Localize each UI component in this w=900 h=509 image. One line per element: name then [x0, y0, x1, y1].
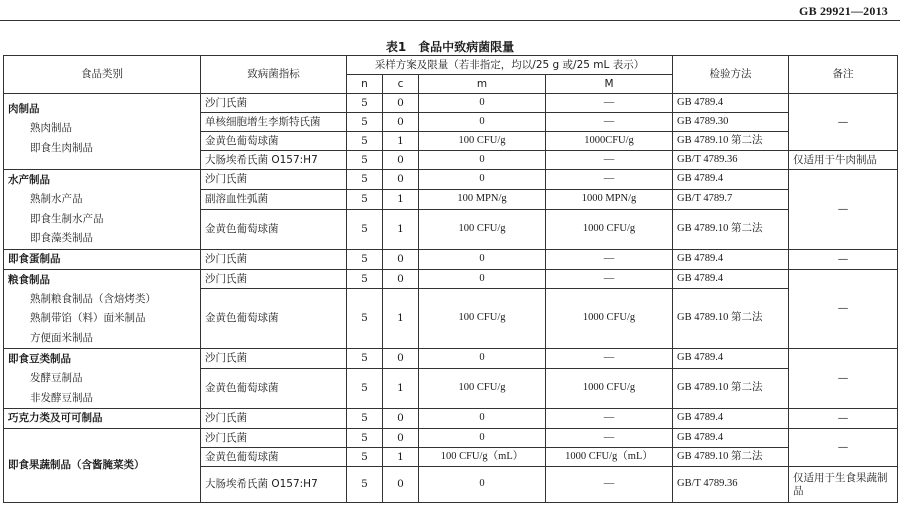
- m-cell: 0: [419, 429, 546, 448]
- pathogen-cell: 沙门氏菌: [201, 170, 347, 190]
- table-row: [4, 170, 898, 190]
- c-cell: 0: [383, 429, 419, 448]
- pathogen-cell: 副溶血性弧菌: [201, 189, 347, 209]
- header-pathogen: 致病菌指标: [201, 56, 347, 94]
- pathogen-cell: 沙门氏菌: [201, 94, 347, 113]
- note-cell: —: [789, 429, 898, 467]
- n-cell: 5: [347, 170, 383, 190]
- m-cell: 0: [419, 113, 546, 132]
- m-cell: 100 MPN/g: [419, 189, 546, 209]
- table-row: [4, 249, 898, 269]
- c-cell: 0: [383, 349, 419, 369]
- m-cell: 0: [419, 269, 546, 289]
- category-name: 粮食制品: [8, 273, 50, 286]
- header-sampling-plan: 采样方案及限量（若非指定，均以/25 g 或/25 mL 表示）: [347, 56, 673, 75]
- category-cell: [4, 94, 201, 170]
- c-cell: 0: [383, 113, 419, 132]
- pathogen-cell: 金黄色葡萄球菌: [201, 289, 347, 349]
- c-cell: 1: [383, 289, 419, 349]
- c-cell: 0: [383, 170, 419, 190]
- note-cell: —: [789, 94, 898, 151]
- pathogen-cell: 沙门氏菌: [201, 409, 347, 429]
- M-cell: —: [546, 94, 673, 113]
- header-n: n: [347, 75, 383, 94]
- table-body: [4, 94, 898, 503]
- category-sub: 即食生肉制品: [30, 141, 93, 154]
- c-cell: 0: [383, 94, 419, 113]
- category-sub: 即食生制水产品: [30, 212, 104, 225]
- method-cell: GB 4789.4: [673, 249, 789, 269]
- n-cell: 5: [347, 249, 383, 269]
- c-cell: 1: [383, 132, 419, 151]
- category-sub: 熟制带馅（料）面米制品: [30, 312, 146, 324]
- method-cell: GB 4789.10 第二法: [673, 369, 789, 409]
- category-cell: [4, 170, 201, 250]
- pathogen-cell: 大肠埃希氏菌 O157:H7: [201, 467, 347, 503]
- M-cell: —: [546, 349, 673, 369]
- n-cell: 5: [347, 448, 383, 467]
- M-cell: —: [546, 467, 673, 503]
- n-cell: 5: [347, 369, 383, 409]
- M-cell: 1000 CFU/g: [546, 209, 673, 249]
- M-cell: 1000 MPN/g: [546, 189, 673, 209]
- header-method: 检验方法: [673, 56, 789, 94]
- category-cell: [4, 409, 201, 429]
- m-cell: 0: [419, 170, 546, 190]
- note-cell: —: [789, 249, 898, 269]
- c-cell: 1: [383, 209, 419, 249]
- M-cell: 1000 CFU/g: [546, 289, 673, 349]
- method-cell: GB 4789.4: [673, 94, 789, 113]
- category-sub: 熟肉制品: [30, 122, 72, 134]
- header-c: c: [383, 75, 419, 94]
- pathogen-cell: 沙门氏菌: [201, 429, 347, 448]
- category-name: 即食蛋制品: [8, 252, 61, 265]
- M-cell: —: [546, 429, 673, 448]
- note-cell: —: [789, 349, 898, 409]
- table-row: [4, 349, 898, 369]
- category-sub: 即食藻类制品: [30, 232, 93, 244]
- category-name: 巧克力类及可可制品: [8, 412, 103, 424]
- method-cell: GB 4789.4: [673, 269, 789, 289]
- table-row: [4, 269, 898, 289]
- m-cell: 100 CFU/g: [419, 369, 546, 409]
- M-cell: —: [546, 151, 673, 170]
- category-cell: [4, 429, 201, 503]
- header-m: m: [419, 75, 546, 94]
- table-row: [4, 409, 898, 429]
- table-row: [4, 429, 898, 448]
- category-sub: 熟制水产品: [30, 193, 83, 205]
- category-sub: 方便面米制品: [30, 331, 93, 344]
- pathogen-cell: 大肠埃希氏菌 O157:H7: [201, 151, 347, 170]
- method-cell: GB 4789.10 第二法: [673, 448, 789, 467]
- n-cell: 5: [347, 94, 383, 113]
- M-cell: 1000 CFU/g: [546, 369, 673, 409]
- category-name: 水产制品: [8, 174, 50, 186]
- n-cell: 5: [347, 132, 383, 151]
- note-cell: —: [789, 269, 898, 349]
- c-cell: 1: [383, 189, 419, 209]
- method-cell: GB/T 4789.36: [673, 467, 789, 503]
- c-cell: 0: [383, 249, 419, 269]
- pathogen-cell: 金黄色葡萄球菌: [201, 448, 347, 467]
- header-note: 备注: [789, 56, 898, 94]
- n-cell: 5: [347, 113, 383, 132]
- pathogen-cell: 单核细胞增生李斯特氏菌: [201, 113, 347, 132]
- category-name: 即食果蔬制品（含酱腌菜类）: [8, 459, 145, 471]
- m-cell: 100 CFU/g: [419, 209, 546, 249]
- category-name: 肉制品: [8, 103, 40, 115]
- category-cell: [4, 349, 201, 409]
- n-cell: 5: [347, 349, 383, 369]
- note-cell: 仅适用于牛肉制品: [789, 151, 898, 170]
- M-cell: —: [546, 170, 673, 190]
- n-cell: 5: [347, 209, 383, 249]
- category-name: 即食豆类制品: [8, 353, 71, 365]
- m-cell: 0: [419, 249, 546, 269]
- M-cell: 1000CFU/g: [546, 132, 673, 151]
- n-cell: 5: [347, 429, 383, 448]
- c-cell: 1: [383, 369, 419, 409]
- c-cell: 0: [383, 269, 419, 289]
- note-cell: 仅适用于生食果蔬制品: [789, 467, 898, 503]
- pathogen-cell: 金黄色葡萄球菌: [201, 132, 347, 151]
- pathogen-cell: 沙门氏菌: [201, 249, 347, 269]
- method-cell: GB 4789.10 第二法: [673, 209, 789, 249]
- m-cell: 0: [419, 94, 546, 113]
- m-cell: 100 CFU/g: [419, 132, 546, 151]
- pathogen-cell: 沙门氏菌: [201, 349, 347, 369]
- m-cell: 0: [419, 151, 546, 170]
- method-cell: GB 4789.4: [673, 409, 789, 429]
- category-cell: [4, 249, 201, 269]
- c-cell: 1: [383, 448, 419, 467]
- method-cell: GB 4789.4: [673, 170, 789, 190]
- c-cell: 0: [383, 467, 419, 503]
- m-cell: 0: [419, 467, 546, 503]
- standard-number: GB 29921—2013: [799, 4, 888, 18]
- category-sub: 熟制粮食制品（含焙烤类）: [30, 292, 156, 305]
- method-cell: GB 4789.10 第二法: [673, 132, 789, 151]
- method-cell: GB 4789.4: [673, 349, 789, 369]
- c-cell: 0: [383, 151, 419, 170]
- n-cell: 5: [347, 189, 383, 209]
- pathogen-limits-table: [3, 55, 898, 503]
- n-cell: 5: [347, 289, 383, 349]
- M-cell: —: [546, 249, 673, 269]
- m-cell: 100 CFU/g: [419, 289, 546, 349]
- pathogen-cell: 金黄色葡萄球菌: [201, 369, 347, 409]
- method-cell: GB/T 4789.36: [673, 151, 789, 170]
- header-M: M: [546, 75, 673, 94]
- n-cell: 5: [347, 467, 383, 503]
- header-category: 食品类别: [4, 56, 201, 94]
- category-sub: 发酵豆制品: [30, 372, 83, 384]
- table-row: [4, 94, 898, 113]
- method-cell: GB/T 4789.7: [673, 189, 789, 209]
- note-cell: —: [789, 409, 898, 429]
- m-cell: 0: [419, 409, 546, 429]
- n-cell: 5: [347, 151, 383, 170]
- M-cell: 1000 CFU/g（mL）: [546, 448, 673, 467]
- category-cell: [4, 269, 201, 349]
- m-cell: 100 CFU/g（mL）: [419, 448, 546, 467]
- method-cell: GB 4789.30: [673, 113, 789, 132]
- n-cell: 5: [347, 409, 383, 429]
- method-cell: GB 4789.4: [673, 429, 789, 448]
- method-cell: GB 4789.10 第二法: [673, 289, 789, 349]
- category-sub: 非发酵豆制品: [30, 391, 93, 404]
- M-cell: —: [546, 269, 673, 289]
- header-rule: [0, 20, 900, 21]
- table-title: 表1 食品中致病菌限量: [385, 40, 515, 54]
- pathogen-cell: 沙门氏菌: [201, 269, 347, 289]
- n-cell: 5: [347, 269, 383, 289]
- m-cell: 0: [419, 349, 546, 369]
- c-cell: 0: [383, 409, 419, 429]
- note-cell: —: [789, 170, 898, 250]
- M-cell: —: [546, 409, 673, 429]
- M-cell: —: [546, 113, 673, 132]
- pathogen-cell: 金黄色葡萄球菌: [201, 209, 347, 249]
